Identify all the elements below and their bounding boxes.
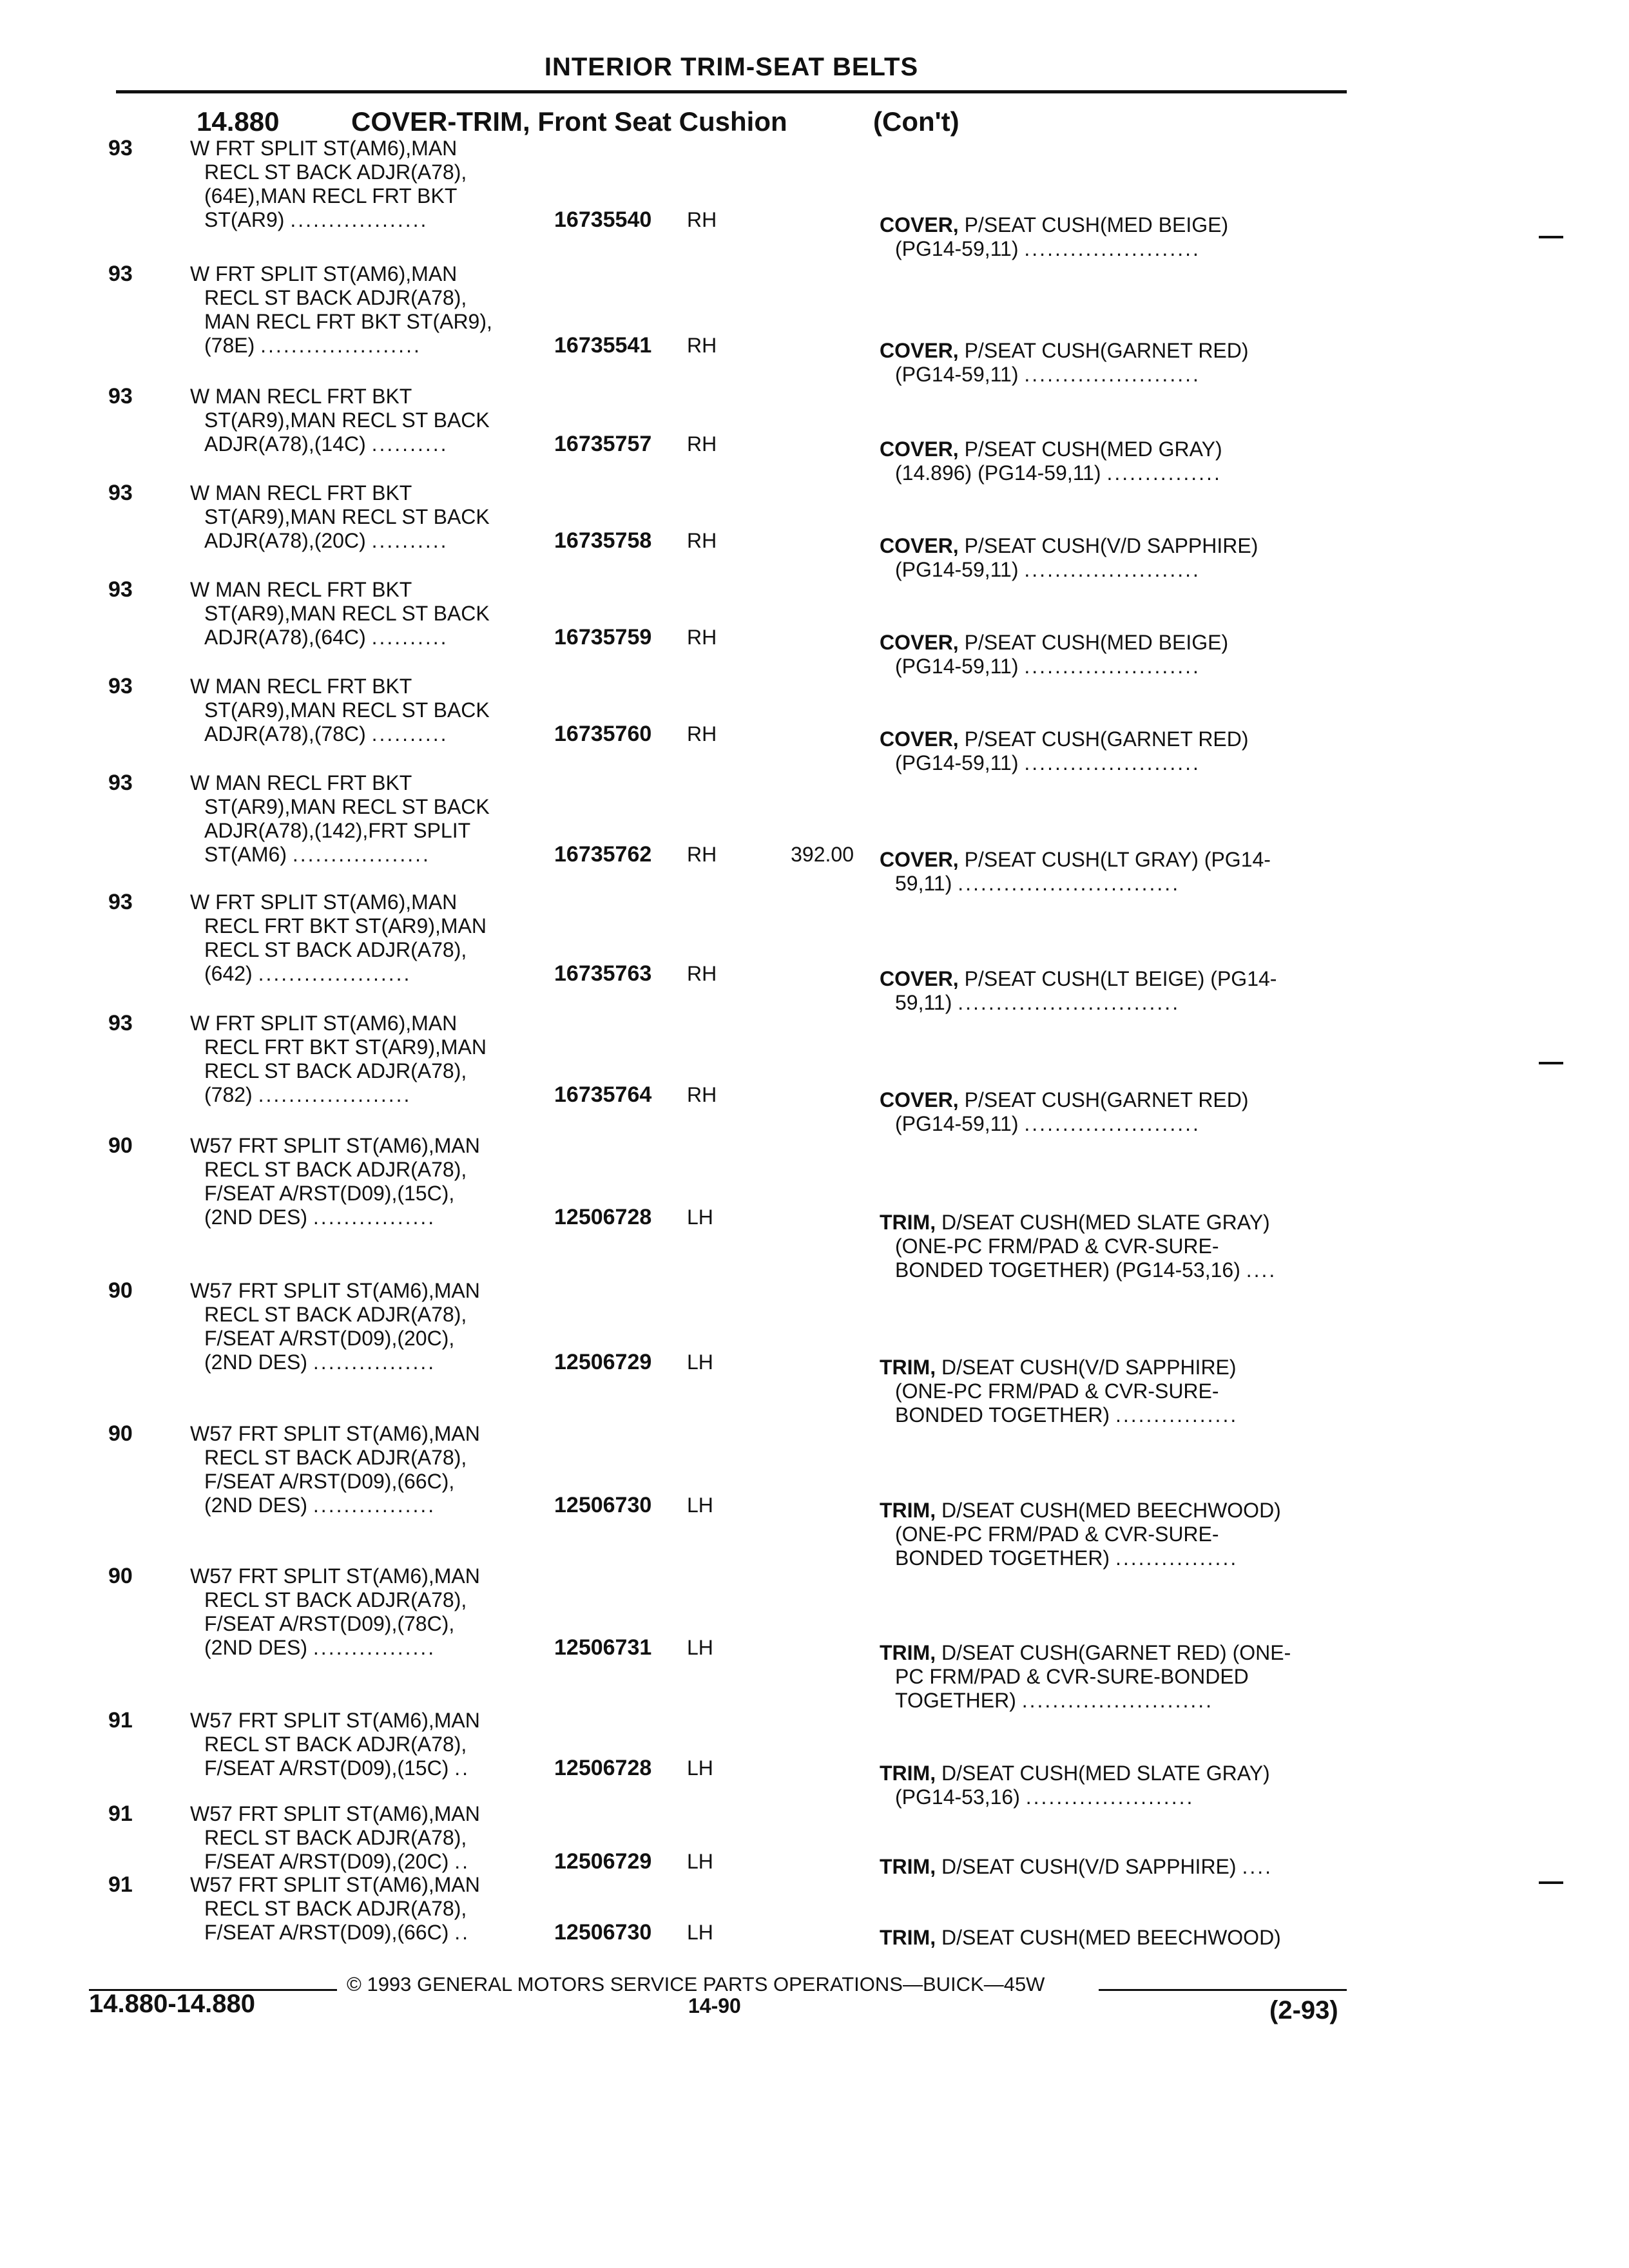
footer-page-number: 14-90 — [688, 1994, 741, 2017]
ref-number: 91 — [108, 1872, 133, 1897]
part-description — [880, 848, 1344, 896]
part-description — [880, 1926, 1344, 1950]
leader-dots: .......... — [371, 529, 448, 552]
part-type: COVER, — [880, 1088, 959, 1111]
usage-line: W MAN RECL FRT BKT — [190, 675, 412, 698]
usage-line-last — [190, 432, 525, 456]
usage-line: W57 FRT SPLIT ST(AM6),MAN — [190, 1709, 480, 1732]
part-type: TRIM, — [880, 1356, 936, 1379]
usage-description — [190, 675, 525, 746]
usage-description — [190, 1564, 525, 1660]
part-number: 12506730 — [554, 1920, 652, 1945]
usage-line: ST(AR9),MAN RECL ST BACK — [204, 795, 490, 818]
part-description-line: (ONE-PC FRM/PAD & CVR-SURE- — [895, 1235, 1219, 1258]
part-description-text: (PG14-53,16) — [895, 1785, 1020, 1809]
side-code: LH — [687, 1921, 713, 1944]
usage-line-last — [190, 529, 525, 553]
part-description-line: COVER, P/SEAT CUSH(MED BEIGE) — [880, 213, 1229, 236]
leader-dots: ................ — [1115, 1546, 1239, 1570]
part-number: 16735541 — [554, 333, 652, 358]
usage-line-last — [190, 1206, 525, 1229]
usage-line: W FRT SPLIT ST(AM6),MAN — [190, 890, 458, 914]
usage-line: F/SEAT A/RST(D09),(20C), — [204, 1327, 455, 1350]
part-description-text: BONDED TOGETHER) — [895, 1546, 1110, 1570]
part-description — [880, 1211, 1344, 1282]
part-type: COVER, — [880, 848, 959, 871]
usage-line: W FRT SPLIT ST(AM6),MAN — [190, 262, 458, 285]
part-number: 16735759 — [554, 625, 652, 649]
part-type: COVER, — [880, 727, 959, 751]
usage-description — [190, 1873, 525, 1945]
leader-dots: .. — [454, 1756, 470, 1780]
ref-number: 93 — [108, 481, 133, 505]
margin-tick — [1539, 1062, 1563, 1064]
leader-dots: ............... — [1106, 461, 1222, 485]
usage-line: ST(AR9),MAN RECL ST BACK — [204, 602, 490, 625]
ref-number: 93 — [108, 1011, 133, 1035]
usage-description — [190, 1012, 525, 1107]
side-code: LH — [687, 1350, 713, 1374]
usage-line-text: (2ND DES) — [204, 1636, 308, 1659]
part-description-line-last — [880, 1689, 1344, 1713]
leader-dots: ............................. — [958, 872, 1181, 895]
side-code: RH — [687, 626, 717, 649]
part-description-line: COVER, P/SEAT CUSH(GARNET RED) — [880, 1088, 1249, 1111]
usage-line-last — [190, 334, 525, 358]
ref-number: 91 — [108, 1708, 133, 1733]
part-type: COVER, — [880, 534, 959, 557]
part-description-line: COVER, P/SEAT CUSH(LT GRAY) (PG14- — [880, 848, 1271, 871]
usage-line-text: ADJR(A78),(14C) — [204, 432, 366, 456]
part-type: TRIM, — [880, 1641, 936, 1664]
section-continued: (Con't) — [873, 106, 959, 137]
ref-number: 93 — [108, 771, 133, 795]
usage-line: RECL ST BACK ADJR(A78), — [204, 1897, 467, 1920]
part-description — [880, 437, 1344, 485]
part-type: TRIM, — [880, 1855, 936, 1878]
leader-dots: ................ — [313, 1636, 436, 1659]
part-number: 16735757 — [554, 432, 652, 456]
part-description-line-last — [880, 1403, 1344, 1427]
part-description-line: COVER, P/SEAT CUSH(GARNET RED) — [880, 727, 1249, 751]
part-type: COVER, — [880, 339, 959, 362]
leader-dots: ................ — [313, 1494, 436, 1517]
part-description — [880, 1088, 1344, 1136]
part-description-line: COVER, P/SEAT CUSH(LT BEIGE) (PG14- — [880, 967, 1277, 990]
leader-dots: ............................. — [958, 991, 1181, 1014]
usage-line: RECL ST BACK ADJR(A78), — [204, 938, 467, 961]
part-description-line-last — [880, 991, 1344, 1015]
usage-line: W MAN RECL FRT BKT — [190, 481, 412, 505]
part-description-text: TOGETHER) — [895, 1689, 1016, 1712]
usage-line: W57 FRT SPLIT ST(AM6),MAN — [190, 1564, 480, 1588]
part-description-line-last — [880, 872, 1344, 896]
part-description-text: 59,11) — [895, 991, 952, 1014]
ref-number: 93 — [108, 674, 133, 698]
part-description-text: (PG14-59,11) — [895, 237, 1019, 260]
usage-line: RECL FRT BKT ST(AR9),MAN — [204, 1035, 487, 1059]
usage-line: F/SEAT A/RST(D09),(78C), — [204, 1612, 455, 1635]
part-description — [880, 967, 1344, 1015]
usage-description — [190, 1422, 525, 1517]
part-description-line: TRIM, D/SEAT CUSH(GARNET RED) (ONE- — [880, 1641, 1291, 1664]
page-title: INTERIOR TRIM-SEAT BELTS — [544, 53, 919, 81]
part-description — [880, 1356, 1344, 1427]
leader-dots: .... — [1246, 1258, 1277, 1282]
part-number: 16735758 — [554, 528, 652, 553]
part-description — [880, 339, 1344, 387]
side-code: RH — [687, 432, 717, 456]
usage-line: RECL ST BACK ADJR(A78), — [204, 1446, 467, 1469]
part-description-line: COVER, P/SEAT CUSH(GARNET RED) — [880, 339, 1249, 362]
usage-description — [190, 771, 525, 867]
part-description-text: 59,11) — [895, 872, 952, 895]
leader-dots: ....................... — [1024, 237, 1200, 260]
usage-description — [190, 578, 525, 649]
usage-line: RECL ST BACK ADJR(A78), — [204, 1158, 467, 1181]
usage-line: RECL FRT BKT ST(AR9),MAN — [204, 914, 487, 937]
footer-date-code: (2-93) — [1269, 1996, 1338, 2024]
price: 392.00 — [791, 843, 854, 866]
usage-line-last — [190, 843, 525, 867]
side-code: RH — [687, 843, 717, 866]
usage-line: W57 FRT SPLIT ST(AM6),MAN — [190, 1422, 480, 1445]
side-code: RH — [687, 529, 717, 552]
usage-line-text: ADJR(A78),(64C) — [204, 626, 366, 649]
side-code: RH — [687, 962, 717, 985]
usage-line-text: F/SEAT A/RST(D09),(15C) — [204, 1756, 449, 1780]
usage-line-text: (2ND DES) — [204, 1494, 308, 1517]
usage-line-text: ST(AR9) — [204, 208, 285, 231]
ref-number: 93 — [108, 384, 133, 408]
usage-line: F/SEAT A/RST(D09),(66C), — [204, 1470, 455, 1493]
leader-dots: .................. — [290, 208, 429, 231]
part-description-text: BONDED TOGETHER) — [895, 1403, 1110, 1427]
usage-line-last — [190, 1494, 525, 1517]
part-description-text: BONDED TOGETHER) (PG14-53,16) — [895, 1258, 1240, 1282]
part-number: 12506728 — [554, 1756, 652, 1780]
part-description-text: (PG14-59,11) — [895, 558, 1019, 581]
part-description-line: COVER, P/SEAT CUSH(V/D SAPPHIRE) — [880, 534, 1258, 557]
usage-line-last — [190, 1921, 525, 1945]
leader-dots: ......................... — [1021, 1689, 1214, 1712]
ref-number: 90 — [108, 1133, 133, 1158]
header-rule — [116, 90, 1347, 93]
usage-line: F/SEAT A/RST(D09),(15C), — [204, 1182, 455, 1205]
usage-description — [190, 137, 525, 232]
usage-line-text: (2ND DES) — [204, 1350, 308, 1374]
usage-line-text: ST(AM6) — [204, 843, 287, 866]
part-description-text: TRIM, D/SEAT CUSH(V/D SAPPHIRE) — [880, 1855, 1237, 1878]
side-code: LH — [687, 1206, 713, 1229]
part-description — [880, 1762, 1344, 1809]
part-type: TRIM, — [880, 1499, 936, 1522]
part-number: 16735763 — [554, 961, 652, 986]
part-description — [880, 631, 1344, 678]
ref-number: 93 — [108, 262, 133, 286]
part-description — [880, 1499, 1344, 1570]
part-description-line-last — [880, 1785, 1344, 1809]
part-description-text: (14.896) (PG14-59,11) — [895, 461, 1101, 485]
part-description-line-last — [880, 1112, 1344, 1136]
usage-line: RECL ST BACK ADJR(A78), — [204, 1826, 467, 1849]
leader-dots: .. — [454, 1850, 470, 1873]
part-description-line: (ONE-PC FRM/PAD & CVR-SURE- — [895, 1523, 1219, 1546]
leader-dots: ....................... — [1024, 363, 1200, 386]
usage-line-last — [190, 962, 525, 986]
ref-number: 90 — [108, 1278, 133, 1303]
usage-line: W57 FRT SPLIT ST(AM6),MAN — [190, 1134, 480, 1157]
part-description — [880, 213, 1344, 261]
part-description-line-last — [880, 1546, 1344, 1570]
part-type: COVER, — [880, 631, 959, 654]
part-description-line: TRIM, D/SEAT CUSH(MED SLATE GRAY) — [880, 1211, 1270, 1234]
usage-description — [190, 1134, 525, 1229]
part-type: COVER, — [880, 967, 959, 990]
part-number: 16735764 — [554, 1082, 652, 1107]
leader-dots: .................... — [258, 962, 412, 985]
leader-dots: ...................... — [1025, 1785, 1195, 1809]
part-number: 12506730 — [554, 1493, 652, 1517]
usage-line-last — [190, 1083, 525, 1107]
part-type: TRIM, — [880, 1211, 936, 1234]
part-description — [880, 1641, 1344, 1713]
part-type: TRIM, — [880, 1762, 936, 1785]
usage-line-text: (782) — [204, 1083, 253, 1106]
part-description-line: TRIM, D/SEAT CUSH(V/D SAPPHIRE) — [880, 1356, 1237, 1379]
usage-line-text: F/SEAT A/RST(D09),(20C) — [204, 1850, 449, 1873]
ref-number: 91 — [108, 1802, 133, 1826]
ref-number: 93 — [108, 577, 133, 602]
usage-description — [190, 1709, 525, 1780]
side-code: LH — [687, 1850, 713, 1873]
part-description-line-last — [880, 655, 1344, 678]
margin-tick — [1539, 1881, 1563, 1884]
part-description — [880, 1855, 1344, 1879]
usage-line-text: (642) — [204, 962, 253, 985]
leader-dots: .... — [1242, 1855, 1273, 1878]
usage-line: W57 FRT SPLIT ST(AM6),MAN — [190, 1802, 480, 1825]
usage-line: RECL ST BACK ADJR(A78), — [204, 160, 467, 184]
part-type: COVER, — [880, 213, 959, 236]
ref-number: 90 — [108, 1564, 133, 1588]
side-code: RH — [687, 334, 717, 357]
usage-line-text: (2ND DES) — [204, 1206, 308, 1229]
ref-number: 93 — [108, 136, 133, 160]
usage-description — [190, 385, 525, 456]
usage-line-last — [190, 208, 525, 232]
leader-dots: .................. — [292, 843, 430, 866]
usage-line: W MAN RECL FRT BKT — [190, 385, 412, 408]
usage-line: ST(AR9),MAN RECL ST BACK — [204, 408, 490, 432]
leader-dots: .. — [454, 1921, 470, 1944]
usage-line: RECL ST BACK ADJR(A78), — [204, 1059, 467, 1082]
part-description-text: (PG14-59,11) — [895, 751, 1019, 774]
leader-dots: .......... — [371, 626, 448, 649]
part-description-line-last — [880, 1855, 1344, 1879]
part-number: 16735762 — [554, 842, 652, 867]
usage-line: W57 FRT SPLIT ST(AM6),MAN — [190, 1873, 480, 1896]
usage-line-last — [190, 626, 525, 649]
usage-line: W MAN RECL FRT BKT — [190, 771, 412, 794]
usage-line-last — [190, 1636, 525, 1660]
section-title: COVER-TRIM, Front Seat Cushion — [351, 106, 787, 137]
usage-description — [190, 262, 525, 358]
part-description-line-last — [880, 461, 1344, 485]
ref-number: 93 — [108, 890, 133, 914]
footer-copyright: © 1993 GENERAL MOTORS SERVICE PARTS OPERATIONS—BUICK—45W — [347, 1973, 1045, 1995]
section-number: 14.880 — [197, 106, 280, 137]
part-description-line: (ONE-PC FRM/PAD & CVR-SURE- — [895, 1379, 1219, 1403]
usage-line: W MAN RECL FRT BKT — [190, 578, 412, 601]
part-description-line: TRIM, D/SEAT CUSH(MED BEECHWOOD) — [880, 1499, 1281, 1522]
footer-section-range: 14.880-14.880 — [89, 1990, 256, 2018]
part-description-text: (PG14-59,11) — [895, 655, 1019, 678]
margin-tick — [1539, 236, 1563, 238]
side-code: LH — [687, 1636, 713, 1659]
usage-line-text: F/SEAT A/RST(D09),(66C) — [204, 1921, 449, 1944]
usage-line-text: ADJR(A78),(78C) — [204, 722, 366, 745]
ref-number: 90 — [108, 1421, 133, 1446]
usage-line: W FRT SPLIT ST(AM6),MAN — [190, 1012, 458, 1035]
part-description-line-last — [880, 363, 1344, 387]
usage-line-text: (78E) — [204, 334, 255, 357]
usage-line-last — [190, 1756, 525, 1780]
part-description-line: TRIM, D/SEAT CUSH(MED SLATE GRAY) — [880, 1762, 1270, 1785]
part-description-text: (PG14-59,11) — [895, 1112, 1019, 1135]
part-description — [880, 727, 1344, 775]
usage-description — [190, 890, 525, 986]
usage-line-last — [190, 1350, 525, 1374]
part-number: 16735760 — [554, 722, 652, 746]
leader-dots: ....................... — [1024, 655, 1200, 678]
usage-line-text: ADJR(A78),(20C) — [204, 529, 366, 552]
part-description-text: (PG14-59,11) — [895, 363, 1019, 386]
side-code: RH — [687, 208, 717, 231]
part-description-line: COVER, P/SEAT CUSH(MED GRAY) — [880, 437, 1222, 461]
footer-rule-right — [1099, 1989, 1347, 1991]
side-code: LH — [687, 1494, 713, 1517]
part-type: COVER, — [880, 437, 959, 461]
usage-line: W FRT SPLIT ST(AM6),MAN — [190, 137, 458, 160]
part-description-line-last — [880, 558, 1344, 582]
usage-line: RECL ST BACK ADJR(A78), — [204, 1303, 467, 1326]
usage-line: RECL ST BACK ADJR(A78), — [204, 1733, 467, 1756]
leader-dots: ....................... — [1024, 751, 1200, 774]
part-number: 12506728 — [554, 1205, 652, 1229]
part-description-line-last — [880, 1926, 1344, 1950]
part-number: 16735540 — [554, 207, 652, 232]
leader-dots: ................ — [313, 1350, 436, 1374]
side-code: RH — [687, 1083, 717, 1106]
part-description-line-last — [880, 1258, 1344, 1282]
part-description-line-last — [880, 237, 1344, 261]
usage-line: ADJR(A78),(142),FRT SPLIT — [204, 819, 471, 842]
part-number: 12506729 — [554, 1350, 652, 1374]
usage-line-last — [190, 1850, 525, 1874]
leader-dots: ....................... — [1024, 558, 1200, 581]
leader-dots: ................ — [1115, 1403, 1239, 1427]
usage-line: RECL ST BACK ADJR(A78), — [204, 1588, 467, 1611]
part-number: 12506729 — [554, 1849, 652, 1874]
part-description — [880, 534, 1344, 582]
usage-line: ST(AR9),MAN RECL ST BACK — [204, 505, 490, 528]
usage-line: RECL ST BACK ADJR(A78), — [204, 286, 467, 309]
part-description-line: COVER, P/SEAT CUSH(MED BEIGE) — [880, 631, 1229, 654]
side-code: RH — [687, 722, 717, 745]
leader-dots: .......... — [371, 722, 448, 745]
usage-description — [190, 1802, 525, 1874]
part-number: 12506731 — [554, 1635, 652, 1660]
leader-dots: ....................... — [1024, 1112, 1200, 1135]
usage-description — [190, 481, 525, 553]
leader-dots: ..................... — [260, 334, 421, 357]
usage-line: W57 FRT SPLIT ST(AM6),MAN — [190, 1279, 480, 1302]
part-description-text: TRIM, D/SEAT CUSH(MED BEECHWOOD) — [880, 1926, 1281, 1949]
usage-line: (64E),MAN RECL FRT BKT — [204, 184, 458, 207]
usage-line: ST(AR9),MAN RECL ST BACK — [204, 698, 490, 722]
usage-line-last — [190, 722, 525, 746]
part-description-line: PC FRM/PAD & CVR-SURE-BONDED — [895, 1665, 1249, 1688]
part-type: TRIM, — [880, 1926, 936, 1949]
side-code: LH — [687, 1756, 713, 1780]
usage-description — [190, 1279, 525, 1374]
usage-line: MAN RECL FRT BKT ST(AR9), — [204, 310, 492, 333]
leader-dots: .................... — [258, 1083, 412, 1106]
leader-dots: .......... — [371, 432, 448, 456]
part-description-line-last — [880, 751, 1344, 775]
leader-dots: ................ — [313, 1206, 436, 1229]
